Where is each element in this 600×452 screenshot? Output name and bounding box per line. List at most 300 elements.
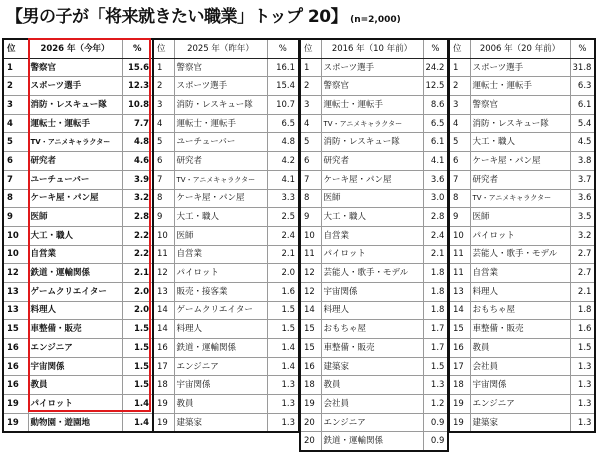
rank-cell: 5 [300,133,321,152]
percent-cell: 3.0 [423,189,448,208]
table-header-row [300,39,448,58]
table-row [153,395,299,414]
percent-cell: 1.8 [423,301,448,320]
table-row [3,208,153,227]
percent-cell: 1.4 [122,413,153,432]
ranking-table-2006 [448,38,596,433]
rank-header: 位 [3,39,28,58]
rank-cell: 16 [3,376,28,395]
occupation-cell: 会社員 [321,395,423,414]
occupation-cell: 会社員 [470,357,570,376]
rank-header: 位 [449,39,470,58]
percent-cell: 1.5 [122,357,153,376]
percent-cell: 2.8 [122,208,153,227]
rank-cell: 6 [300,152,321,171]
occupation-cell: 料理人 [470,282,570,301]
rank-cell: 14 [153,320,174,339]
table-header-row [3,39,153,58]
percent-cell: 10.8 [122,96,153,115]
rank-cell: 1 [3,58,28,77]
rank-cell: 13 [3,282,28,301]
rank-header: 位 [300,39,321,58]
rank-cell: 2 [3,77,28,96]
table-row [153,114,299,133]
rank-cell: 19 [3,395,28,414]
table-row [449,264,595,283]
rank-cell: 19 [153,413,174,432]
percent-cell: 1.5 [122,339,153,358]
rank-cell: 12 [3,264,28,283]
table-row [300,395,448,414]
percent-cell: 4.8 [122,133,153,152]
table-row [449,114,595,133]
rank-cell: 10 [3,226,28,245]
percent-cell: 6.3 [570,77,595,96]
rank-cell: 1 [449,58,470,77]
percent-cell: 4.5 [570,133,595,152]
table-row [3,58,153,77]
table-row [449,320,595,339]
table-row [300,282,448,301]
percent-cell: 12.5 [423,77,448,96]
percent-cell: 2.2 [122,245,153,264]
occupation-cell: エンジニア [174,357,267,376]
occupation-cell: 建築家 [321,357,423,376]
rank-cell: 16 [153,339,174,358]
rank-cell: 8 [3,189,28,208]
table-row [3,376,153,395]
rank-cell: 16 [449,339,470,358]
rank-cell: 15 [300,339,321,358]
table-row [3,264,153,283]
table-row [3,96,153,115]
percent-cell: 4.8 [267,133,299,152]
table-row [153,282,299,301]
occupation-cell: パイロット [174,264,267,283]
percent-cell: 15.4 [267,77,299,96]
percent-cell: 2.2 [122,226,153,245]
title-text: 【男の子が「将来就きたい職業」トップ 20】 [6,7,348,27]
occupation-cell: 運転士・運転手 [321,96,423,115]
table-row [153,245,299,264]
table-row [449,339,595,358]
percent-cell: 6.5 [267,114,299,133]
rank-cell: 10 [449,226,470,245]
percent-cell: 1.5 [122,320,153,339]
percent-cell: 12.3 [122,77,153,96]
rank-cell: 11 [153,245,174,264]
table-row [153,170,299,189]
rank-cell: 4 [153,114,174,133]
table-row [3,77,153,96]
occupation-cell: 消防・レスキュー隊 [174,96,267,115]
table-row [449,376,595,395]
occupation-cell: 運転士・運転手 [174,114,267,133]
table-row [300,114,448,133]
table-row [153,264,299,283]
occupation-cell: スポーツ選手 [470,58,570,77]
rank-cell: 15 [449,320,470,339]
ranking-table-2025 [152,38,300,433]
rank-cell: 15 [300,320,321,339]
year-header: 2026 年（今年） [28,39,122,58]
table-row [449,152,595,171]
percent-cell: 3.8 [570,152,595,171]
rank-cell: 8 [300,189,321,208]
table-row [3,339,153,358]
rank-cell: 2 [449,77,470,96]
rank-cell: 18 [449,376,470,395]
percent-cell: 1.6 [267,282,299,301]
rank-cell: 2 [153,77,174,96]
occupation-cell: 自営業 [470,264,570,283]
occupation-cell: 大工・職人 [28,226,122,245]
table-row [300,58,448,77]
table-row [153,226,299,245]
table-row [153,320,299,339]
occupation-cell: TV・アニメキャラクター [174,170,267,189]
rank-cell: 18 [153,376,174,395]
occupation-cell: 鉄道・運輸関係 [28,264,122,283]
occupation-cell: 宇宙関係 [28,357,122,376]
percent-cell: 2.0 [122,282,153,301]
rank-cell: 10 [3,245,28,264]
percent-cell: 2.1 [267,245,299,264]
table-row [153,152,299,171]
occupation-cell: 研究者 [174,152,267,171]
percent-header: % [122,39,153,58]
occupation-cell: ユーチューバー [174,133,267,152]
percent-cell: 4.2 [267,152,299,171]
rank-cell: 11 [449,245,470,264]
occupation-cell: 料理人 [174,320,267,339]
table-row [300,226,448,245]
rank-cell: 6 [153,152,174,171]
percent-cell: 3.3 [267,189,299,208]
rank-cell: 20 [300,432,321,451]
occupation-cell: 車整備・販売 [28,320,122,339]
percent-cell: 10.7 [267,96,299,115]
table-row [300,357,448,376]
rank-cell: 17 [153,357,174,376]
rank-cell: 7 [449,170,470,189]
sample-size-note: (n=2,000) [350,15,401,25]
percent-cell: 2.1 [570,282,595,301]
rank-cell: 5 [153,133,174,152]
occupation-cell: 宇宙関係 [470,376,570,395]
percent-cell: 8.6 [423,96,448,115]
table-row [3,320,153,339]
table-row [449,208,595,227]
percent-cell: 24.2 [423,58,448,77]
rank-cell: 11 [449,264,470,283]
table-row [300,432,448,451]
rank-cell: 5 [3,133,28,152]
table-row [300,413,448,432]
percent-cell: 1.3 [267,376,299,395]
occupation-cell: 消防・レスキュー隊 [470,114,570,133]
occupation-cell: 車整備・販売 [321,339,423,358]
percent-cell: 1.5 [570,339,595,358]
occupation-cell: 大工・職人 [321,208,423,227]
table-row [3,189,153,208]
occupation-cell: 販売・接客業 [174,282,267,301]
occupation-cell: 芸能人・歌手・モデル [470,245,570,264]
rank-cell: 19 [300,395,321,414]
occupation-cell: 研究者 [28,152,122,171]
table-row [153,208,299,227]
percent-cell: 0.9 [423,432,448,451]
table-row [3,133,153,152]
table-row [3,413,153,432]
table-row [3,395,153,414]
occupation-cell: 車整備・販売 [470,320,570,339]
occupation-cell: 警察官 [174,58,267,77]
table-header-row [153,39,299,58]
occupation-cell: TV・アニメキャラクター [470,189,570,208]
percent-header: % [267,39,299,58]
rank-cell: 2 [300,77,321,96]
table-row [449,170,595,189]
rank-cell: 10 [300,226,321,245]
occupation-cell: エンジニア [321,413,423,432]
percent-cell: 2.8 [423,208,448,227]
percent-cell: 3.2 [122,189,153,208]
percent-cell: 1.3 [570,376,595,395]
occupation-cell: 鉄道・運輸関係 [174,339,267,358]
rank-cell: 1 [153,58,174,77]
percent-cell: 1.3 [570,357,595,376]
table-row [449,133,595,152]
occupation-cell: 鉄道・運輸関係 [321,432,423,451]
table-row [300,376,448,395]
rank-cell: 16 [3,357,28,376]
occupation-cell: TV・アニメキャラクター [28,133,122,152]
occupation-cell: エンジニア [470,395,570,414]
rank-cell: 20 [300,413,321,432]
ranking-table-2026 [2,38,154,433]
occupation-cell: 医師 [174,226,267,245]
occupation-cell: 建築家 [470,413,570,432]
rank-cell: 7 [3,170,28,189]
percent-cell: 3.2 [570,226,595,245]
percent-cell: 1.2 [423,395,448,414]
ranking-table-2016 [299,38,449,452]
table-row [449,189,595,208]
table-row [300,189,448,208]
rank-cell: 12 [300,282,321,301]
rank-cell: 16 [300,357,321,376]
occupation-cell: 動物園・遊園地 [28,413,122,432]
rank-cell: 6 [449,152,470,171]
occupation-cell: おもちゃ屋 [321,320,423,339]
rank-cell: 7 [300,170,321,189]
occupation-cell: 自営業 [174,245,267,264]
table-row [300,152,448,171]
table-row [153,339,299,358]
occupation-cell: パイロット [28,395,122,414]
rank-cell: 9 [3,208,28,227]
rank-cell: 19 [449,413,470,432]
occupation-cell: スポーツ選手 [28,77,122,96]
table-row [449,413,595,432]
occupation-cell: 教員 [321,376,423,395]
percent-cell: 1.5 [423,357,448,376]
year-header: 2025 年（昨年） [174,39,267,58]
table-row [300,245,448,264]
occupation-cell: パイロット [470,226,570,245]
occupation-cell: 研究者 [470,170,570,189]
percent-cell: 1.5 [122,376,153,395]
percent-cell: 2.4 [267,226,299,245]
percent-cell: 31.8 [570,58,595,77]
table-row [449,96,595,115]
table-row [153,301,299,320]
table-row [3,152,153,171]
rank-cell: 3 [3,96,28,115]
table-row [3,226,153,245]
page-title [6,2,401,30]
table-row [153,96,299,115]
table-row [449,301,595,320]
occupation-cell: ケーキ屋・パン屋 [470,152,570,171]
occupation-cell: 料理人 [28,301,122,320]
table-row [449,245,595,264]
table-row [153,77,299,96]
occupation-cell: 医師 [321,189,423,208]
percent-cell: 1.5 [267,320,299,339]
occupation-cell: 自営業 [28,245,122,264]
table-row [300,339,448,358]
table-header-row [449,39,595,58]
percent-cell: 2.1 [122,264,153,283]
rank-cell: 16 [3,339,28,358]
rank-cell: 19 [153,395,174,414]
occupation-cell: おもちゃ屋 [470,301,570,320]
occupation-cell: 料理人 [321,301,423,320]
rank-cell: 14 [449,301,470,320]
percent-cell: 1.3 [267,413,299,432]
percent-cell: 1.3 [267,395,299,414]
percent-cell: 1.7 [423,320,448,339]
percent-cell: 6.1 [570,96,595,115]
rank-cell: 3 [449,96,470,115]
percent-cell: 3.9 [122,170,153,189]
table-row [300,170,448,189]
table-row [300,133,448,152]
occupation-cell: 運転士・運転手 [470,77,570,96]
table-row [153,58,299,77]
table-row [300,320,448,339]
table-row [300,264,448,283]
occupation-cell: 建築家 [174,413,267,432]
rank-cell: 8 [153,189,174,208]
rank-cell: 8 [449,189,470,208]
rank-cell: 12 [300,264,321,283]
percent-cell: 1.6 [570,320,595,339]
percent-header: % [423,39,448,58]
percent-cell: 3.5 [570,208,595,227]
rank-cell: 1 [300,58,321,77]
table-row [153,133,299,152]
occupation-cell: 教員 [470,339,570,358]
table-row [3,282,153,301]
occupation-cell: ユーチューバー [28,170,122,189]
percent-cell: 2.0 [122,301,153,320]
percent-cell: 6.5 [423,114,448,133]
percent-cell: 1.5 [267,301,299,320]
rank-header: 位 [153,39,174,58]
rank-cell: 9 [300,208,321,227]
percent-cell: 1.3 [570,395,595,414]
table-row [153,357,299,376]
table-row [153,376,299,395]
table-row [449,226,595,245]
occupation-cell: 医師 [470,208,570,227]
percent-cell: 3.6 [423,170,448,189]
table-row [449,77,595,96]
table-row [449,58,595,77]
year-header: 2016 年（10 年前） [321,39,423,58]
percent-header: % [570,39,595,58]
occupation-cell: 消防・レスキュー隊 [28,96,122,115]
table-row [449,282,595,301]
table-row [300,301,448,320]
percent-cell: 1.4 [267,339,299,358]
percent-cell: 3.7 [570,170,595,189]
occupation-cell: 芸能人・歌手・モデル [321,264,423,283]
percent-cell: 1.4 [267,357,299,376]
rank-cell: 9 [153,208,174,227]
percent-cell: 3.6 [570,189,595,208]
rank-cell: 19 [3,413,28,432]
occupation-cell: エンジニア [28,339,122,358]
rank-cell: 5 [449,133,470,152]
percent-cell: 16.1 [267,58,299,77]
percent-cell: 6.1 [423,133,448,152]
occupation-cell: 宇宙関係 [174,376,267,395]
table-row [449,395,595,414]
percent-cell: 7.7 [122,114,153,133]
occupation-cell: 研究者 [321,152,423,171]
occupation-cell: 教員 [174,395,267,414]
rank-cell: 13 [153,282,174,301]
percent-cell: 4.1 [267,170,299,189]
year-header: 2006 年（20 年前） [470,39,570,58]
table-row [300,208,448,227]
rank-cell: 19 [449,395,470,414]
occupation-cell: 運転士・運転手 [28,114,122,133]
table-row [3,301,153,320]
rank-cell: 17 [449,357,470,376]
table-row [300,96,448,115]
table-row [449,357,595,376]
percent-cell: 4.6 [122,152,153,171]
percent-cell: 0.9 [423,413,448,432]
occupation-cell: 医師 [28,208,122,227]
percent-cell: 5.4 [570,114,595,133]
rank-cell: 18 [300,376,321,395]
rank-cell: 4 [300,114,321,133]
rank-cell: 13 [3,301,28,320]
occupation-cell: ゲームクリエイター [174,301,267,320]
occupation-cell: スポーツ選手 [321,58,423,77]
rank-cell: 6 [3,152,28,171]
occupation-cell: パイロット [321,245,423,264]
occupation-cell: 自営業 [321,226,423,245]
percent-cell: 2.0 [267,264,299,283]
table-row [3,357,153,376]
